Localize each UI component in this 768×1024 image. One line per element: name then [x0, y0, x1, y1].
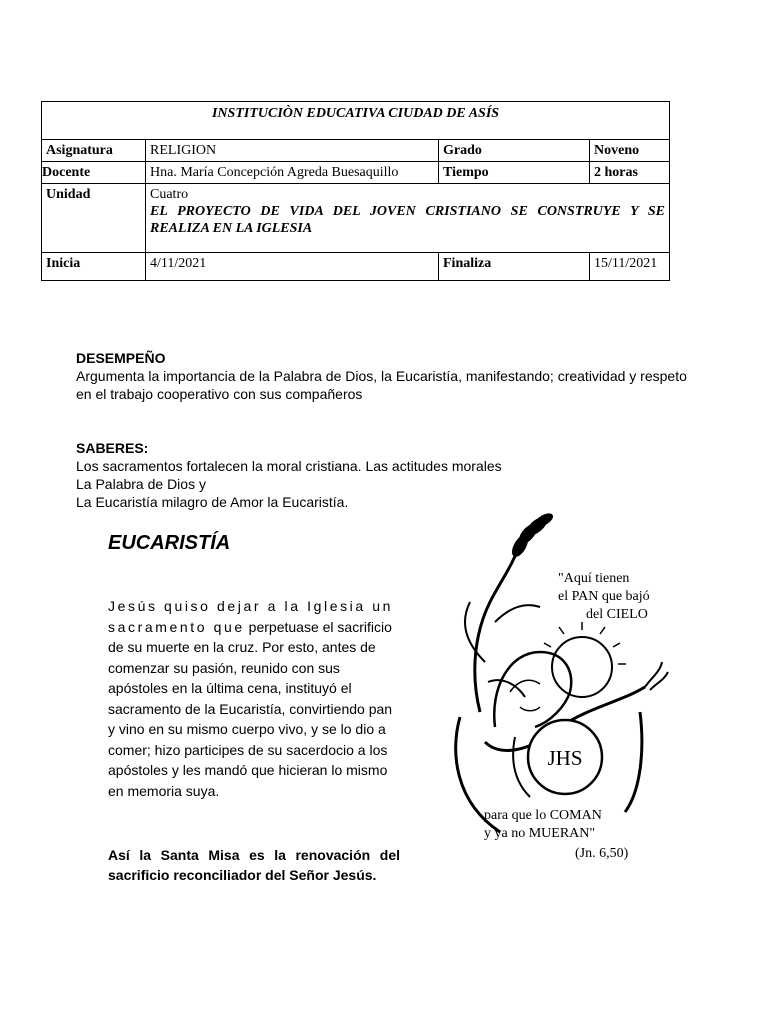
- end-date: 15/11/2021: [590, 253, 670, 281]
- unit-cell: [146, 184, 670, 253]
- time-label: Tiempo: [439, 162, 590, 184]
- start-label: Inicia: [42, 253, 146, 281]
- host-icon: [528, 720, 602, 794]
- teacher-value: Hna. María Concepción Agreda Buesaquillo: [146, 162, 439, 184]
- subject-label: Asignatura: [42, 140, 146, 162]
- grade-label: Grado: [439, 140, 590, 162]
- bottom-line-2: y ya no MUERAN": [484, 826, 596, 841]
- teacher-label: Docente: [42, 162, 146, 184]
- desempeno-section: [76, 349, 696, 403]
- saberes-line-2: La Palabra de Dios y: [76, 476, 206, 492]
- subject-value: RELIGION: [146, 140, 439, 162]
- institution-name: INSTITUCIÒN EDUCATIVA CIUDAD DE ASÍS: [42, 102, 670, 140]
- quote-line-3: del CIELO: [586, 607, 648, 622]
- eucaristia-body: [108, 596, 400, 801]
- unit-title: EL PROYECTO DE VIDA DEL JOVEN CRISTIANO SE CONSTRUYE Y SE REALIZA EN LA IGLESIA: [150, 204, 666, 236]
- time-value: 2 horas: [590, 162, 670, 184]
- eucaristia-body-text: perpetuase el sacrificio de su muerte en la cruz. Por esto, antes de comenzar su pasión, reunido con sus apóstoles en la última cena, instituyó el sacramento de la Eucaristía, convirtiendo pan y vino en su mismo cuerpo vivo, y se lo dio a comer; hizo participes de su sacerdocio a los apóstoles y les mandó que hicieran lo mismo en memoria suya.: [108, 618, 393, 799]
- grade-value: Noveno: [590, 140, 670, 162]
- eucaristia-body-spaced-2: sacramento que: [108, 618, 245, 635]
- eucaristia-body-spaced-1: Jesús quiso dejar a la Iglesia un: [108, 598, 394, 614]
- saberes-line-3: La Eucaristía milagro de Amor la Eucaristía.: [76, 494, 349, 510]
- wheat-icon: [465, 512, 554, 712]
- end-label: Finaliza: [439, 253, 590, 281]
- saberes-section: [76, 439, 696, 511]
- eucaristia-title: EUCARISTÍA: [108, 532, 231, 554]
- saberes-line-1: Los sacramentos fortalecen la moral cristiana. Las actitudes morales: [76, 458, 502, 474]
- bottom-line-1: para que lo COMAN: [484, 808, 602, 823]
- desempeno-text: Argumenta la importancia de la Palabra de Dios, la Eucaristía, manifestando; creatividad y respeto en el trabajo cooperativo con sus compañeros: [76, 368, 687, 402]
- course-info-table: [41, 101, 670, 281]
- quote-line-2: el PAN que bajó: [558, 589, 650, 604]
- saberes-heading: SABERES:: [76, 440, 149, 456]
- reference-text: (Jn. 6,50): [575, 846, 629, 861]
- desempeno-heading: DESEMPEÑO: [76, 350, 166, 366]
- quote-line-1: "Aquí tienen: [558, 571, 630, 586]
- unit-number: Cuatro: [150, 187, 189, 202]
- eucaristia-conclusion: Así la Santa Misa es la renovación del sacrificio reconciliador del Señor Jesús.: [108, 847, 400, 883]
- start-date: 4/11/2021: [146, 253, 439, 281]
- sun-rays-icon: [544, 622, 626, 697]
- eucharist-illustration: [440, 512, 672, 870]
- unit-label: Unidad: [42, 184, 146, 253]
- host-text: JHS: [547, 746, 583, 770]
